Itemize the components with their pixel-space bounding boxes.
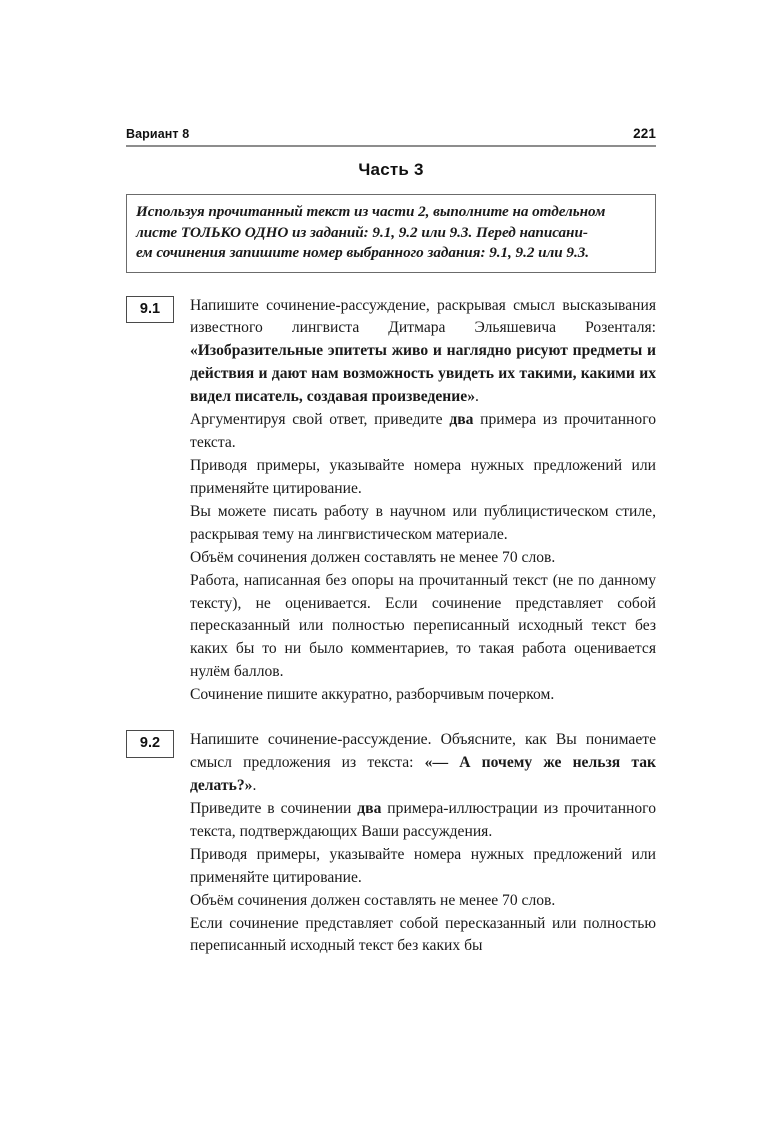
task-9-1-p2-emphasis: два bbox=[449, 411, 474, 429]
task-9-1-paragraph-7: Сочинение пишите аккуратно, разборчивым почерком. bbox=[190, 686, 555, 704]
variant-label: Вариант 8 bbox=[126, 127, 190, 141]
task-9-2 bbox=[126, 729, 656, 958]
task-9-1-paragraph-4: Вы можете писать работу в научном или публицистическом стиле, раскрывая тему на лингвистическом материале. bbox=[190, 502, 656, 543]
page-content bbox=[126, 126, 656, 980]
instruction-line-2: листе ТОЛЬКО ОДНО из заданий: 9.1, 9.2 или 9.3. Перед написани- bbox=[136, 223, 588, 241]
task-body-9-1 bbox=[174, 295, 656, 708]
page-number: 221 bbox=[633, 126, 656, 141]
task-9-2-p2-a: Приведите в сочинении bbox=[190, 799, 358, 817]
task-9-1-paragraph-5: Объём сочинения должен составлять не менее 70 слов. bbox=[190, 548, 556, 566]
task-9-2-paragraph-5: Если сочинение представляет собой пересказанный или полностью переписанный исходный текст без каких бы bbox=[190, 914, 656, 955]
task-9-1-paragraph-3: Приводя примеры, указывайте номера нужных предложений или применяйте цитирование. bbox=[190, 457, 656, 497]
task-body-9-2 bbox=[174, 729, 656, 958]
task-number-9-2: 9.2 bbox=[126, 730, 174, 758]
task-9-1-quote: «Изобразительные эпитеты живо и наглядно рисуют предметы и действия и дают нам возможность увидеть их такими, какими их видел писатель, создавая произведение» bbox=[190, 342, 656, 406]
instruction-box bbox=[126, 194, 656, 273]
running-head bbox=[126, 126, 656, 145]
task-9-2-p2-b: примера-иллюстрации из прочитанного текста, подтверждающих Ваши рассуждения. bbox=[190, 799, 656, 840]
task-9-1-p1-period: . bbox=[475, 388, 479, 406]
task-9-2-quote: «— А почему же нельзя так делать?» bbox=[190, 754, 656, 794]
instruction-line-3: ем сочинения запишите номер выбранного задания: 9.1, 9.2 или 9.3. bbox=[136, 244, 589, 262]
task-9-1 bbox=[126, 295, 656, 708]
task-9-1-paragraph-2 bbox=[190, 409, 656, 455]
part-title: Часть 3 bbox=[358, 160, 424, 179]
task-9-2-p2-emphasis: два bbox=[357, 799, 382, 817]
task-9-2-paragraph-1 bbox=[190, 729, 656, 798]
task-9-1-paragraph-1 bbox=[190, 295, 656, 410]
task-9-1-p2-a: Аргументируя свой ответ, приведите bbox=[190, 411, 450, 429]
task-9-2-paragraph-4: Объём сочинения должен составлять не менее 70 слов. bbox=[190, 891, 556, 909]
task-9-1-p1-intro: Напишите сочинение-рассуждение, раскрывая смысл высказывания известного лингвиста Дитмара Эльяшевича Розенталя: bbox=[190, 296, 656, 337]
task-9-2-p1-intro: Напишите сочинение-рассуждение. Объясните, как Вы понимаете смысл предложения из текста: bbox=[190, 731, 656, 772]
task-9-1-paragraph-6: Работа, написанная без опоры на прочитанный текст (не по данному тексту), не оценивается. Если сочинение представляет собой пересказанный или полностью переписанный исходный текст без каких бы то ни было комментариев, то такая работа оценивается нулём баллов. bbox=[190, 571, 656, 681]
header-rule bbox=[126, 145, 656, 147]
task-number-9-1: 9.1 bbox=[126, 296, 174, 324]
task-9-2-paragraph-2 bbox=[190, 798, 656, 844]
instruction-line-1: Используя прочитанный текст из части 2, выполните на отдельном bbox=[136, 203, 606, 220]
task-9-2-paragraph-3: Приводя примеры, указывайте номера нужных предложений или применяйте цитирование. bbox=[190, 845, 656, 886]
task-9-1-p2-b: примера из прочитанного текста. bbox=[190, 411, 656, 452]
task-9-2-p1-period: . bbox=[252, 776, 257, 794]
